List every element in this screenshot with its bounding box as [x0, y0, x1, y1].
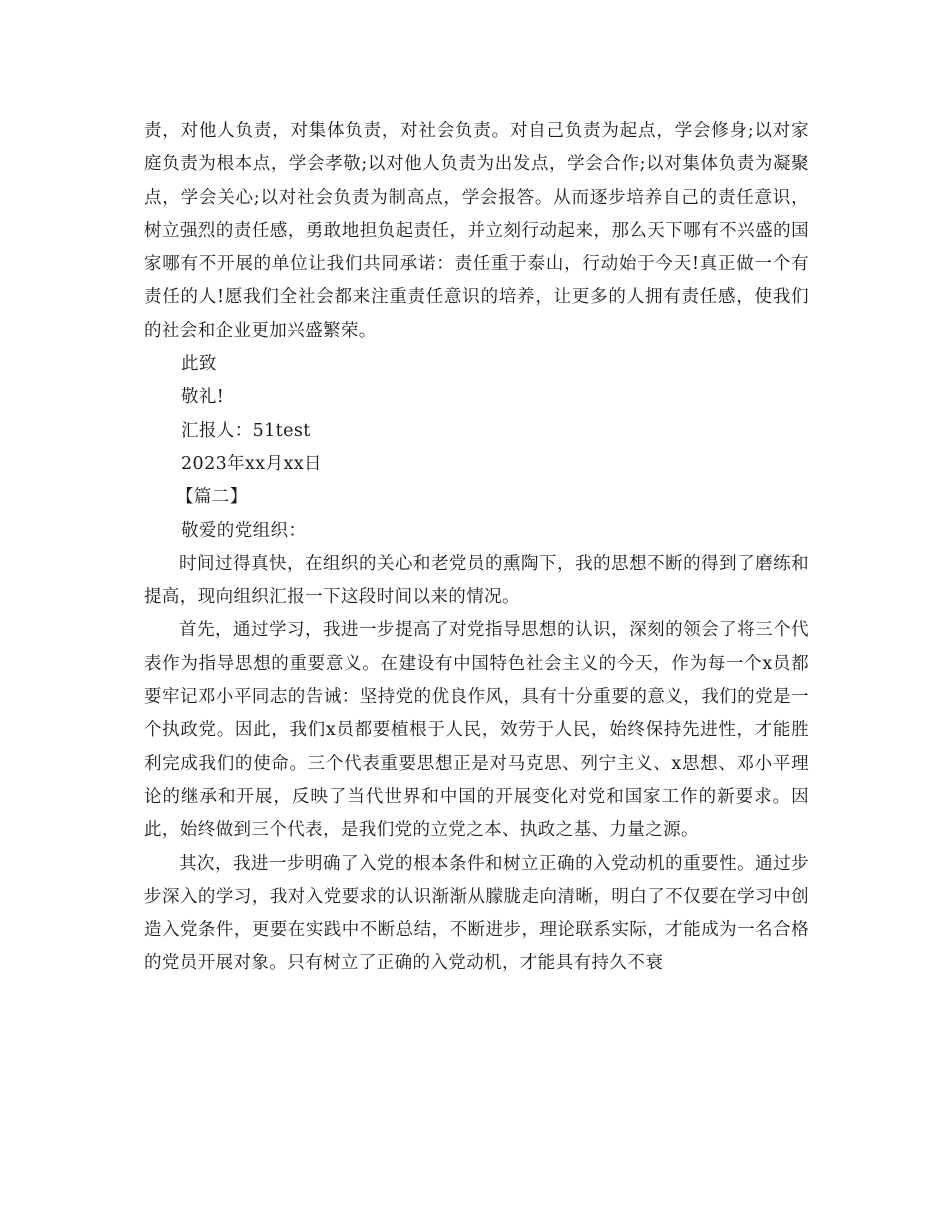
section-title: 【篇二】: [176, 487, 248, 508]
date-line: 2023年xx月xx日: [181, 453, 322, 474]
document-body: [144, 115, 809, 981]
greeting-line: 敬爱的党组织：: [181, 520, 307, 541]
paragraph: 时间过得真快，在组织的关心和老党员的熏陶下，我的思想不断的得到了磨练和提高，现向组织汇报一下这段时间以来的情况。: [144, 553, 809, 608]
salute-line: 敬礼!: [181, 387, 225, 408]
paragraph-continued: 责，对他人负责，对集体负责，对社会负责。对自己负责为起点，学会修身;以对家庭负责为根本点，学会孝敬;以对他人负责为出发点，学会合作;以对集体负责为凝聚点，学会关心;以对社会负责为制高点，学会报答。从而逐步培养自己的责任意识，树立强烈的责任感，勇敢地担负起责任，并立刻行动起来，那么天下哪有不兴盛的国家哪有不开展的单位让我们共同承诺：责任重于泰山，行动始于今天!真正做一个有责任的人!愿我们全社会都来注重责任意识的培养，让更多的人拥有责任感，使我们的社会和企业更加兴盛繁荣。: [144, 121, 809, 341]
reporter-line: 汇报人：51test: [181, 420, 311, 441]
paragraph: 首先，通过学习，我进一步提高了对党指导思想的认识，深刻的领会了将三个代表作为指导思想的重要意义。在建设有中国特色社会主义的今天，作为每一个x员都要牢记邓小平同志的告诫：坚持党的优良作风，具有十分重要的意义，我们的党是一个执政党。因此，我们x员都要植根于人民，效劳于人民，始终保持先进性，才能胜利完成我们的使命。三个代表重要思想正是对马克思、列宁主义、x思想、邓小平理论的继承和开展，反映了当代世界和中国的开展变化对党和国家工作的新要求。因此，始终做到三个代表，是我们党的立党之本、执政之基、力量之源。: [144, 620, 809, 841]
closing-line: 此致: [181, 354, 217, 375]
paragraph: 其次，我进一步明确了入党的根本条件和树立正确的入党动机的重要性。通过步步深入的学习，我对入党要求的认识渐渐从朦胧走向清晰，明白了不仅要在学习中创造入党条件，更要在实践中不断总结，不断进步，理论联系实际，才能成为一名合格的党员开展对象。只有树立了正确的入党动机，才能具有持久不衰: [144, 853, 809, 974]
